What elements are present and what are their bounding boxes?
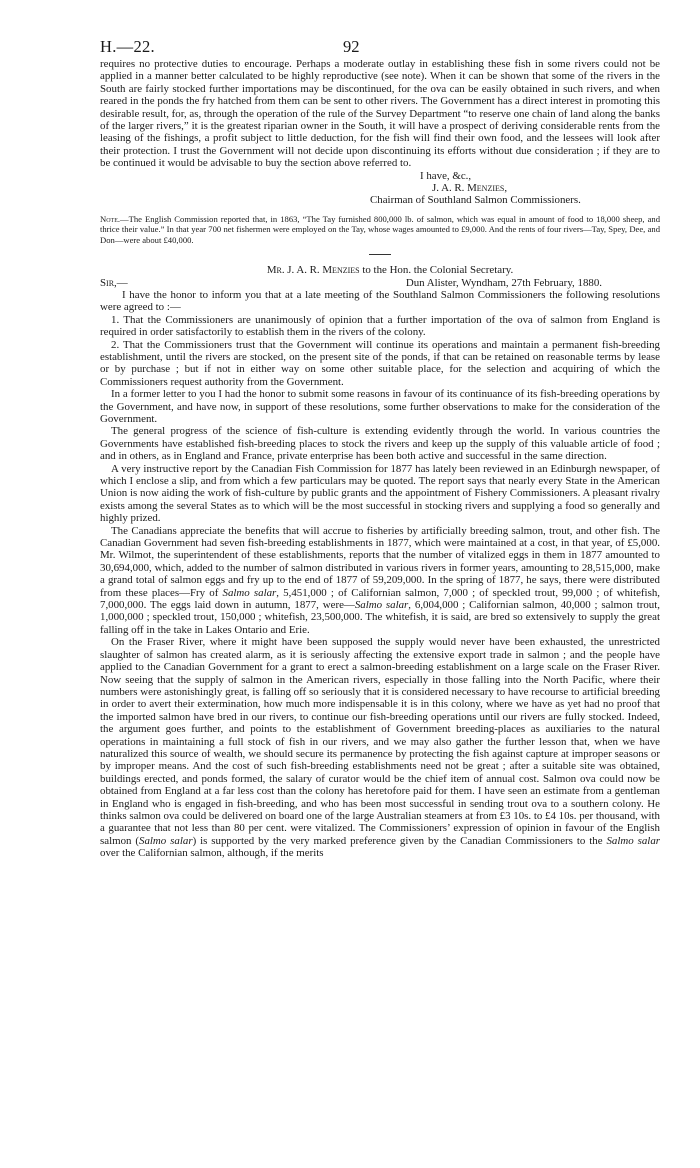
signatory-name: J. A. R. Menzies,: [432, 182, 508, 195]
signatory-title: Chairman of Southland Salmon Commissioners.: [370, 194, 581, 207]
letter-from: Mr. J. A. R. Menzies: [266, 264, 360, 277]
paragraph: On the Fraser River, where it might have been supposed the supply would never have been exhausted, the unrestricted slaughter of salmon has created alarm, as it is seriously affecting the extensive export trade in salmon ; and the people have applied to the Canadian Government for a grant to erect a salmon-breeding establishment on a large scale on the Fraser River. Now seeing that the supply of salmon in the American rivers, especially in those falling into the North Pacific, where their numbers were astonishingly great, is falling off so seriously that it is considered necessary to have recourse to artificial breeding in order to avert their extermination, how much more indispensable it is in this colony, where we have as yet had no proof that the imported salmon have bred in our rivers, to continue our fish-breeding operations until our rivers are fully stocked. Indeed, the argument goes further, and points to the establishment of Government breeding-places as auxiliaries to the natural operations in maintaining a full stock of fish in our rivers, and we may also gather the further lesson that, when we have naturalized this source of wealth, we should secure its permanence by protecting the fish against capture at improper seasons or by improper means. And the cost of such fish-breeding establishments need not be great ; after a suitable site was obtained, buildings erected, and ponds formed, the salary of curator would be the chief item of annual cost. Salmon ova could now be obtained from England at a far less cost than the colony has heretofore paid for them. I have seen an estimate from a gentleman in England who is engaged in fish-breeding, and who has been most successful in sending trout ova to a southern colony. He thinks salmon ova could be delivered on board one of the large Australian steamers at from £3 10s. to £4 10s. per thousand, with a guarantee that not less than 80 per cent. were vitalized. The Commissioners’ expression of opinion in favour of the English salmon (Salmo salar) is supported by the very marked preference given by the Canadian Commissioners to the Salmo salar over the Californian salmon, although, if the merits: [100, 636, 661, 860]
paragraph: In a former letter to you I had the honor to submit some reasons in favour of its continuance of its fish-breeding operations by the Government, and have now, in support of these resolutions, some further observations to make for the consideration of the Government.: [100, 388, 660, 425]
paragraph: 1. That the Commissioners are unanimously of opinion that a further importation of the ova of salmon from England is required in order satisfactorily to establish them in the rivers of the colony.: [100, 313, 660, 339]
section-divider: [369, 254, 391, 255]
footnote-text: —The English Commission reported that, in 1863, “The Tay furnished 800,000 lb. of salmon, which was equal in amount of food to 18,000 sheep, and thrice their value.” In that year 700 net fishermen were employed on the Tay, whose wages amounted to £9,000. And the rents of four rivers—Tay, Spey, Dee, and Don—were about £40,000.: [100, 213, 660, 245]
closing: I have, &c.,: [420, 169, 472, 182]
salutation: Sir,—: [100, 276, 128, 289]
letter-continuation: [100, 58, 660, 170]
paragraph: 2. That the Commissioners trust that the Government will continue its operations and maintain a permanent fish-breeding establishment, until the rivers are stocked, on the present site of the ponds, if that can be retained on reasonable terms by lease or by purchase ; but if not in either way on some other suitable place, for the selection and acquiring of which the Commissioners request authority from the Government.: [100, 338, 660, 388]
document-reference: H.—22.: [100, 37, 155, 56]
paragraph: The Canadians appreciate the benefits that will accrue to fisheries by artificially breeding salmon, trout, and other fish. The Canadian Government had seven fish-breeding establishments in 1877, which were maintained at a cost, in that year, of £5,000. Mr. Wilmot, the superintendent of these establishments, reports that the number of vitalized eggs in them in 1877 amounted to 30,694,000, which, added to the number of salmon distributed in various rivers in former years, amounting to 28,515,000, make a grand total of salmon eggs and fry up to the end of 1877 of 59,209,000. In the spring of 1877, he says, there were distributed from these places—Fry of Salmo salar, 5,451,000 ; of Californian salmon, 7,000 ; of speckled trout, 99,000 ; of whitefish, 7,000,000. The eggs laid down in autumn, 1877, were—Salmo salar, 6,004,000 ; Californian salmon, 40,000 ; salmon trout, 1,000,000 ; speckled trout, 150,000 ; whitefish, 23,500,000. The whitefish, it is said, are bred so extensively to supply the great falling off in the take in Lakes Ontario and Erie.: [100, 524, 660, 636]
signature-block: [100, 170, 660, 207]
letter-body: [100, 289, 660, 860]
page-number: 92: [343, 37, 360, 56]
footnote: [100, 214, 660, 245]
page-header: [100, 37, 660, 63]
letter-heading: [100, 264, 660, 276]
salutation-row: [100, 277, 660, 289]
paragraph: requires no protective duties to encourage. Perhaps a moderate outlay in establishing these fish in some rivers could not be applied in a manner better calculated to be highly reproductive (see note). When it can be shown that some of the rivers in the South are fairly stocked further importations may be discontinued, for the ova can be easily obtained in such rivers, and when reared in the ponds the fry hatched from them can be sent to other rivers. The Government has a direct interest in promoting this desirable result, for, as, through the operation of the rule of the Survey Department “to reserve one chain of land along the banks of the larger rivers,” it is the greatest riparian owner in the South, it will have a prospect of deriving considerable rents from the leasing of the fishings, a profit subject to little deduction, for the fish will find their own food, and the lessees will look after their protection. I trust the Government will not decide upon discontinuing its efforts without due consideration ; if they are to be continued it would be advisable to buy the section above referred to.: [100, 58, 660, 170]
footnote-lead: Note.: [100, 213, 121, 224]
paragraph: A very instructive report by the Canadian Fish Commission for 1877 has lately been reviewed in an Edinburgh newspaper, of which I enclose a slip, and from which a few particulars may be quoted. The report says that nearly every State in the American Union is now aiding the work of fish-culture by public grants and the appointment of Fishery Commissioners. A pleasant rivalry exists among the several States as to which will be the most successful in stocking rivers and supplying a food so generally and highly prized.: [100, 462, 660, 525]
letter-to: to the Hon. the Colonial Secretary.: [359, 264, 514, 277]
paragraph: The general progress of the science of fish-culture is extending evidently through the world. In various countries the Governments have established fish-breeding places to stock the rivers and keep up the supply of this valuable article of food ; and in others, as in England and France, private enterprise has been both active and successful in the same direction.: [100, 425, 660, 463]
sender-address-date: Dun Alister, Wyndham, 27th February, 1880.: [405, 276, 602, 289]
paragraph: I have the honor to inform you that at a late meeting of the Southland Salmon Commissioners the following resolutions were agreed to :—: [100, 288, 660, 314]
